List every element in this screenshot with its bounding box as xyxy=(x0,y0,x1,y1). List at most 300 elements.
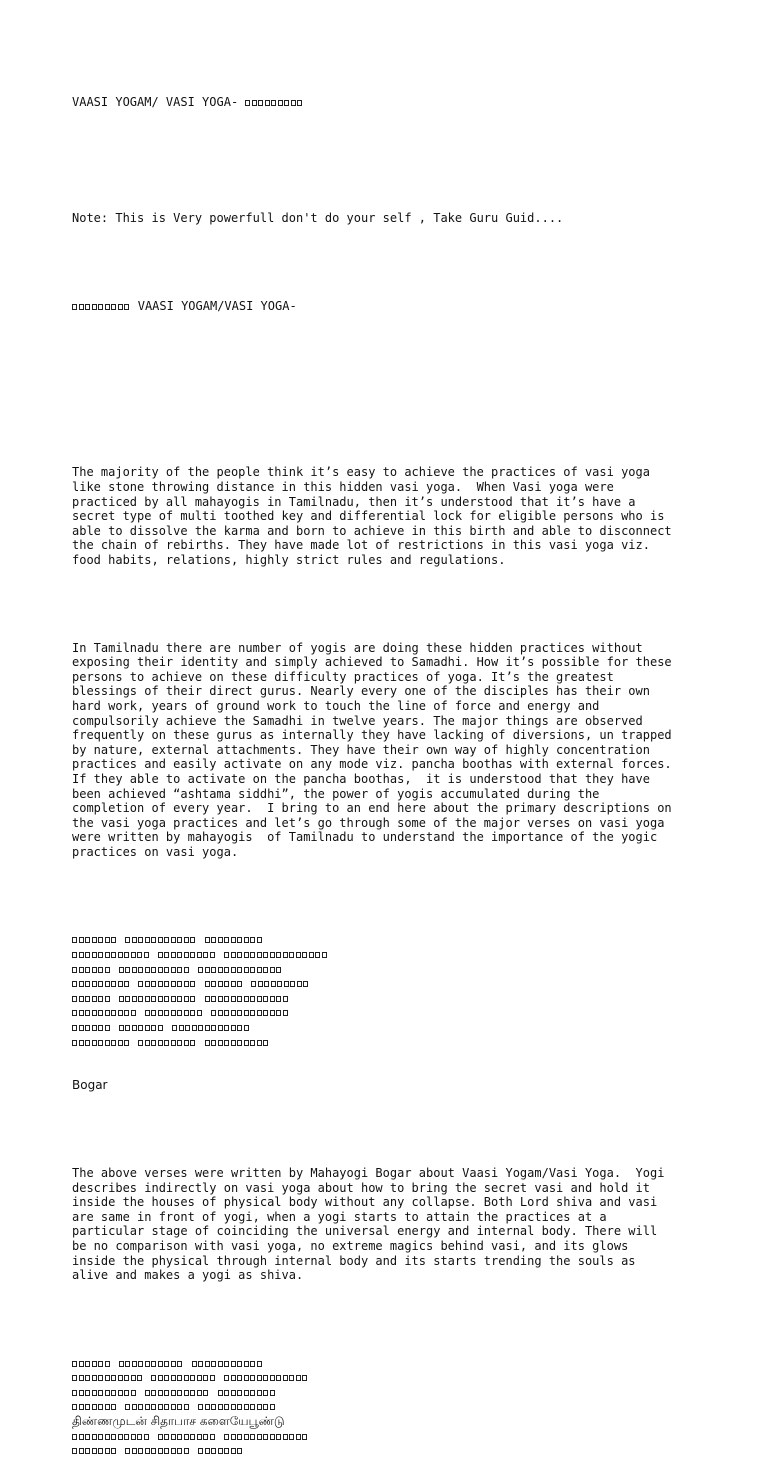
missing-glyph-box xyxy=(92,937,97,943)
missing-glyph-box xyxy=(244,1040,249,1046)
missing-glyph-box xyxy=(224,1025,229,1031)
missing-glyph-box xyxy=(158,1375,163,1381)
missing-glyph-box xyxy=(118,1390,123,1396)
missing-glyph-box xyxy=(224,1040,229,1046)
missing-glyph-box xyxy=(197,1375,202,1381)
missing-glyph-box xyxy=(296,952,301,958)
missing-glyph-box xyxy=(224,967,229,973)
missing-glyph-box xyxy=(197,952,202,958)
missing-glyph-box xyxy=(164,1375,169,1381)
missing-glyph-box xyxy=(211,1025,216,1031)
missing-glyph-box xyxy=(271,981,276,987)
verse-line xyxy=(72,1429,712,1444)
missing-glyph-box xyxy=(205,967,210,973)
note-line: Note: This is Very powerfull don't do your self , Take Guru Guid.... xyxy=(72,211,564,226)
missing-glyph-box xyxy=(177,1434,182,1440)
missing-glyph-box xyxy=(118,952,123,958)
verse-line xyxy=(72,947,712,962)
missing-glyph-box xyxy=(72,1010,77,1016)
missing-glyph-box xyxy=(291,100,296,106)
missing-glyph-box xyxy=(224,1361,229,1367)
missing-glyph-box xyxy=(92,981,97,987)
missing-glyph-box xyxy=(85,1404,90,1410)
missing-glyph-box xyxy=(177,1404,182,1410)
missing-glyph-box xyxy=(250,1375,255,1381)
missing-glyph-box xyxy=(171,1375,176,1381)
missing-glyph-box xyxy=(283,1434,288,1440)
missing-glyph-box xyxy=(203,1390,208,1396)
missing-glyph-box xyxy=(184,937,189,943)
missing-glyph-box xyxy=(98,937,103,943)
missing-glyph-box xyxy=(184,1040,189,1046)
missing-glyph-box xyxy=(158,996,163,1002)
missing-glyph-box xyxy=(145,1361,150,1367)
missing-glyph-box xyxy=(205,1025,210,1031)
verse-line xyxy=(72,1020,712,1035)
missing-glyph-box xyxy=(302,1375,307,1381)
missing-glyph-box xyxy=(158,1404,163,1410)
missing-glyph-box xyxy=(158,981,163,987)
missing-glyph-box xyxy=(92,1361,97,1367)
missing-glyph-box xyxy=(257,1361,262,1367)
missing-glyph-box xyxy=(137,1375,142,1381)
missing-glyph-box xyxy=(118,1010,123,1016)
missing-glyph-box xyxy=(257,967,262,973)
missing-glyph-box xyxy=(98,952,103,958)
missing-glyph-box xyxy=(289,952,294,958)
missing-glyph-box xyxy=(197,1010,202,1016)
verse-line xyxy=(72,1385,712,1400)
missing-glyph-box xyxy=(125,1025,130,1031)
missing-glyph-box xyxy=(218,996,223,1002)
missing-glyph-box xyxy=(125,967,130,973)
missing-glyph-box xyxy=(105,1361,110,1367)
missing-glyph-box xyxy=(224,1010,229,1016)
missing-glyph-boxes xyxy=(72,299,131,313)
missing-glyph-box xyxy=(92,967,97,973)
missing-glyph-box xyxy=(276,996,281,1002)
missing-glyph-box xyxy=(231,1448,236,1454)
verse-line xyxy=(72,1356,712,1371)
missing-glyph-box xyxy=(151,967,156,973)
missing-glyph-box xyxy=(164,1434,169,1440)
missing-glyph-box xyxy=(177,1010,182,1016)
missing-glyph-box xyxy=(263,1375,268,1381)
missing-glyph-box xyxy=(257,952,262,958)
missing-glyph-box xyxy=(224,1390,229,1396)
missing-glyph-box xyxy=(164,1448,169,1454)
missing-glyph-box xyxy=(237,1404,242,1410)
missing-glyph-box xyxy=(98,1448,103,1454)
missing-glyph-box xyxy=(190,1434,195,1440)
missing-glyph-box xyxy=(184,981,189,987)
missing-glyph-box xyxy=(92,1375,97,1381)
missing-glyph-box xyxy=(276,1010,281,1016)
missing-glyph-box xyxy=(98,1434,103,1440)
missing-glyph-box xyxy=(72,1361,77,1367)
missing-glyph-box xyxy=(85,1434,90,1440)
missing-glyph-box xyxy=(211,1040,216,1046)
missing-glyph-box xyxy=(265,100,270,106)
missing-glyph-box xyxy=(92,1404,97,1410)
missing-glyph-box xyxy=(244,952,249,958)
missing-glyph-box xyxy=(177,1375,182,1381)
missing-glyph-box xyxy=(284,981,289,987)
missing-glyph-box xyxy=(263,1404,268,1410)
missing-glyph-box xyxy=(72,1040,77,1046)
missing-glyph-box xyxy=(171,996,176,1002)
missing-glyph-box xyxy=(270,967,275,973)
missing-glyph-box xyxy=(119,967,124,973)
missing-glyph-box xyxy=(211,1010,216,1016)
missing-glyph-box xyxy=(158,937,163,943)
missing-glyph-box xyxy=(296,1434,301,1440)
missing-glyph-box xyxy=(151,1010,156,1016)
missing-glyph-box xyxy=(210,1434,215,1440)
missing-glyph-box xyxy=(105,937,110,943)
missing-glyph-box xyxy=(132,1404,137,1410)
missing-glyph-box xyxy=(218,1025,223,1031)
missing-glyph-box xyxy=(250,937,255,943)
missing-glyph-box xyxy=(244,1375,249,1381)
missing-glyph-box xyxy=(177,937,182,943)
missing-glyph-box xyxy=(190,996,195,1002)
missing-glyph-box xyxy=(203,952,208,958)
missing-glyph-box xyxy=(211,1361,216,1367)
missing-glyph-box xyxy=(164,981,169,987)
missing-glyph-box xyxy=(218,1404,223,1410)
missing-glyph-box xyxy=(79,967,84,973)
missing-glyph-box xyxy=(237,937,242,943)
missing-glyph-box xyxy=(92,1390,97,1396)
missing-glyph-box xyxy=(125,1361,130,1367)
missing-glyph-box xyxy=(158,1025,163,1031)
missing-glyph-box xyxy=(210,952,215,958)
missing-glyph-box xyxy=(138,1025,143,1031)
missing-glyph-box xyxy=(111,937,116,943)
missing-glyph-box xyxy=(151,996,156,1002)
missing-glyph-box xyxy=(79,996,84,1002)
missing-glyph-box xyxy=(198,1448,203,1454)
missing-glyph-box xyxy=(252,100,257,106)
missing-glyph-box xyxy=(257,1375,262,1381)
missing-glyph-box xyxy=(297,100,302,106)
missing-glyph-box xyxy=(144,1434,149,1440)
missing-glyph-box xyxy=(145,996,150,1002)
missing-glyph-box xyxy=(105,1390,110,1396)
missing-glyph-box xyxy=(198,1025,203,1031)
missing-glyph-box xyxy=(72,1434,77,1440)
missing-glyph-box xyxy=(111,1434,116,1440)
missing-glyph-box xyxy=(119,996,124,1002)
missing-glyph-box xyxy=(257,937,262,943)
missing-glyph-box xyxy=(72,1448,77,1454)
missing-glyph-box xyxy=(177,981,182,987)
missing-glyph-box xyxy=(164,967,169,973)
missing-glyph-box xyxy=(85,304,90,310)
missing-glyph-box xyxy=(177,1040,182,1046)
missing-glyph-box xyxy=(105,967,110,973)
missing-glyph-box xyxy=(205,1361,210,1367)
missing-glyph-box xyxy=(118,981,123,987)
missing-glyph-box xyxy=(276,967,281,973)
missing-glyph-box xyxy=(158,1390,163,1396)
missing-glyph-box xyxy=(79,1434,84,1440)
missing-glyph-box xyxy=(184,1404,189,1410)
missing-glyph-box xyxy=(179,1025,184,1031)
missing-glyph-box xyxy=(211,967,216,973)
missing-glyph-box xyxy=(164,1010,169,1016)
missing-glyph-box xyxy=(172,1025,177,1031)
missing-glyph-box xyxy=(231,967,236,973)
missing-glyph-box xyxy=(224,996,229,1002)
missing-glyph-box xyxy=(72,981,77,987)
missing-glyph-box xyxy=(138,996,143,1002)
missing-glyph-box xyxy=(105,1375,110,1381)
missing-glyph-box xyxy=(151,1375,156,1381)
missing-glyph-box xyxy=(171,1040,176,1046)
missing-glyph-box xyxy=(231,1404,236,1410)
missing-glyph-box xyxy=(124,304,129,310)
missing-glyph-box xyxy=(132,1361,137,1367)
missing-glyph-box xyxy=(211,1448,216,1454)
missing-glyph-box xyxy=(190,937,195,943)
missing-glyph-box xyxy=(224,952,229,958)
missing-glyph-box xyxy=(85,967,90,973)
missing-glyph-box xyxy=(85,996,90,1002)
missing-glyph-box xyxy=(92,1448,97,1454)
missing-glyph-box xyxy=(177,1390,182,1396)
missing-glyph-box xyxy=(111,1010,116,1016)
missing-glyph-box xyxy=(158,952,163,958)
missing-glyph-box xyxy=(105,1040,110,1046)
missing-glyph-box xyxy=(72,1404,77,1410)
missing-glyph-box xyxy=(244,967,249,973)
missing-glyph-box xyxy=(171,967,176,973)
missing-glyph-box xyxy=(263,1010,268,1016)
missing-glyph-box xyxy=(151,1361,156,1367)
missing-glyph-box xyxy=(250,1040,255,1046)
missing-glyph-box xyxy=(250,967,255,973)
missing-glyph-box xyxy=(263,1390,268,1396)
missing-glyph-box xyxy=(270,1434,275,1440)
missing-glyph-box xyxy=(237,952,242,958)
missing-glyph-box xyxy=(164,1390,169,1396)
missing-glyph-box xyxy=(145,1390,150,1396)
missing-glyph-box xyxy=(79,1404,84,1410)
missing-glyph-box xyxy=(263,996,268,1002)
missing-glyph-box xyxy=(276,1375,281,1381)
missing-glyph-box xyxy=(158,1040,163,1046)
missing-glyph-box xyxy=(302,1434,307,1440)
missing-glyph-box xyxy=(92,1010,97,1016)
missing-glyph-box xyxy=(257,1040,262,1046)
missing-glyph-box xyxy=(124,952,129,958)
missing-glyph-box xyxy=(190,1375,195,1381)
verse-line xyxy=(72,1399,712,1414)
missing-glyph-box xyxy=(192,1361,197,1367)
missing-glyph-box xyxy=(98,304,103,310)
missing-glyph-box xyxy=(125,996,130,1002)
missing-glyph-box xyxy=(218,1361,223,1367)
missing-glyph-box xyxy=(231,1361,236,1367)
missing-glyph-box xyxy=(111,1375,116,1381)
missing-glyph-box xyxy=(72,1390,77,1396)
document-page xyxy=(72,66,712,1472)
missing-glyph-box xyxy=(145,1040,150,1046)
missing-glyph-box xyxy=(244,937,249,943)
missing-glyph-box xyxy=(283,1375,288,1381)
paragraph-3: The above verses were written by Mahayogi Bogar about Vaasi Yogam/Vasi Yoga. Yogi describes indirectly on vasi yoga about how to bring the secret vasi and hold it inside the houses of physical body without any collapse. Both Lord shiva and vasi are same in front of yogi, when a yogi starts to attain the practices at a particular stage of coinciding the universal energy and internal body. There will be no comparison with vasi yoga, no extreme magics behind vasi, and its glows inside the physical through internal body and its starts trending the souls as alive and makes a yogi as shiva. xyxy=(72,1165,665,1283)
missing-glyph-box xyxy=(98,1375,103,1381)
missing-glyph-box xyxy=(237,967,242,973)
missing-glyph-box xyxy=(164,1361,169,1367)
missing-glyph-box xyxy=(258,100,263,106)
missing-glyph-box xyxy=(138,1040,143,1046)
missing-glyph-box xyxy=(231,1010,236,1016)
missing-glyph-box xyxy=(72,1025,77,1031)
missing-glyph-box xyxy=(250,1361,255,1367)
missing-glyph-box xyxy=(302,952,307,958)
missing-glyph-box xyxy=(171,952,176,958)
missing-glyph-box xyxy=(158,1361,163,1367)
missing-glyph-box xyxy=(177,996,182,1002)
missing-glyph-box xyxy=(125,937,130,943)
missing-glyph-box xyxy=(72,937,77,943)
missing-glyph-box xyxy=(164,937,169,943)
missing-glyph-box xyxy=(231,1390,236,1396)
missing-glyph-box xyxy=(270,1390,275,1396)
missing-glyph-box xyxy=(283,952,288,958)
missing-glyph-box xyxy=(79,1375,84,1381)
missing-glyph-box xyxy=(263,1434,268,1440)
document-title: VAASI YOGAM/ VASI YOGA- xyxy=(72,95,712,110)
missing-glyph-box xyxy=(277,981,282,987)
missing-glyph-box xyxy=(132,937,137,943)
missing-glyph-box xyxy=(145,1010,150,1016)
missing-glyph-box xyxy=(237,1434,242,1440)
verse-line: திண்ணமுடன் சிதாபாச களையேபூண்டு xyxy=(72,1414,285,1429)
missing-glyph-box xyxy=(245,100,250,106)
missing-glyph-box xyxy=(98,1040,103,1046)
missing-glyph-box xyxy=(184,967,189,973)
missing-glyph-box xyxy=(278,100,283,106)
missing-glyph-box xyxy=(119,1025,124,1031)
missing-glyph-box xyxy=(72,304,77,310)
missing-glyph-box xyxy=(124,1434,129,1440)
missing-glyph-box xyxy=(137,1434,142,1440)
missing-glyph-box xyxy=(237,1448,242,1454)
missing-glyph-box xyxy=(98,1404,103,1410)
verse-line xyxy=(72,976,712,991)
missing-glyph-box xyxy=(197,1390,202,1396)
verse-line xyxy=(72,932,712,947)
missing-glyph-box xyxy=(205,1040,210,1046)
missing-glyph-box xyxy=(190,1040,195,1046)
missing-glyph-box xyxy=(283,1010,288,1016)
missing-glyph-box xyxy=(211,937,216,943)
missing-glyph-box xyxy=(158,1434,163,1440)
missing-glyph-box xyxy=(205,1404,210,1410)
missing-glyph-box xyxy=(111,952,116,958)
missing-glyph-box xyxy=(190,1010,195,1016)
missing-glyph-box xyxy=(244,1404,249,1410)
missing-glyph-box xyxy=(79,1040,84,1046)
missing-glyph-box xyxy=(270,996,275,1002)
missing-glyph-box xyxy=(205,996,210,1002)
missing-glyph-box xyxy=(92,996,97,1002)
missing-glyph-box xyxy=(237,996,242,1002)
missing-glyph-box xyxy=(244,1434,249,1440)
missing-glyph-box xyxy=(211,981,216,987)
missing-glyph-box xyxy=(92,952,97,958)
missing-glyph-box xyxy=(79,1448,84,1454)
missing-glyph-box xyxy=(164,1040,169,1046)
document-subtitle: VAASI YOGAM/VASI YOGA- xyxy=(72,299,712,314)
missing-glyph-box xyxy=(85,1375,90,1381)
missing-glyph-box xyxy=(237,1025,242,1031)
missing-glyph-box xyxy=(79,1025,84,1031)
missing-glyph-box xyxy=(85,952,90,958)
missing-glyph-box xyxy=(177,952,182,958)
missing-glyph-box xyxy=(132,1448,137,1454)
missing-glyph-box xyxy=(224,1448,229,1454)
missing-glyph-box xyxy=(237,1390,242,1396)
missing-glyph-box xyxy=(224,1375,229,1381)
missing-glyph-box xyxy=(296,1375,301,1381)
missing-glyph-box xyxy=(131,1375,136,1381)
missing-glyph-box xyxy=(158,967,163,973)
missing-glyph-box xyxy=(145,1404,150,1410)
missing-glyph-box xyxy=(211,1404,216,1410)
missing-glyph-box xyxy=(92,1040,97,1046)
missing-glyph-box xyxy=(85,1040,90,1046)
missing-glyph-box xyxy=(111,1390,116,1396)
missing-glyph-box xyxy=(211,996,216,1002)
missing-glyph-box xyxy=(257,1390,262,1396)
missing-glyph-box xyxy=(132,996,137,1002)
missing-glyph-box xyxy=(111,981,116,987)
missing-glyph-box xyxy=(276,1434,281,1440)
missing-glyph-box xyxy=(244,1390,249,1396)
missing-glyph-box xyxy=(231,981,236,987)
missing-glyph-box xyxy=(263,1040,268,1046)
missing-glyph-box xyxy=(197,1434,202,1440)
missing-glyph-box xyxy=(250,1010,255,1016)
missing-glyph-box xyxy=(138,937,143,943)
missing-glyph-box xyxy=(145,937,150,943)
missing-glyph-box xyxy=(289,1375,294,1381)
missing-glyph-box xyxy=(131,1010,136,1016)
missing-glyph-box xyxy=(171,1390,176,1396)
missing-glyph-box xyxy=(164,952,169,958)
missing-glyph-box xyxy=(250,1434,255,1440)
verse-line xyxy=(72,1035,712,1050)
missing-glyph-box xyxy=(231,1025,236,1031)
missing-glyph-box xyxy=(79,952,84,958)
missing-glyph-box xyxy=(276,952,281,958)
missing-glyph-box xyxy=(118,1040,123,1046)
missing-glyph-box xyxy=(190,952,195,958)
missing-glyph-box xyxy=(79,1010,84,1016)
missing-glyph-box xyxy=(144,952,149,958)
missing-glyph-box xyxy=(270,1404,275,1410)
missing-glyph-box xyxy=(244,1025,249,1031)
missing-glyph-box xyxy=(79,1390,84,1396)
missing-glyph-box xyxy=(198,1404,203,1410)
missing-glyph-box xyxy=(203,1434,208,1440)
missing-glyph-box xyxy=(105,1404,110,1410)
